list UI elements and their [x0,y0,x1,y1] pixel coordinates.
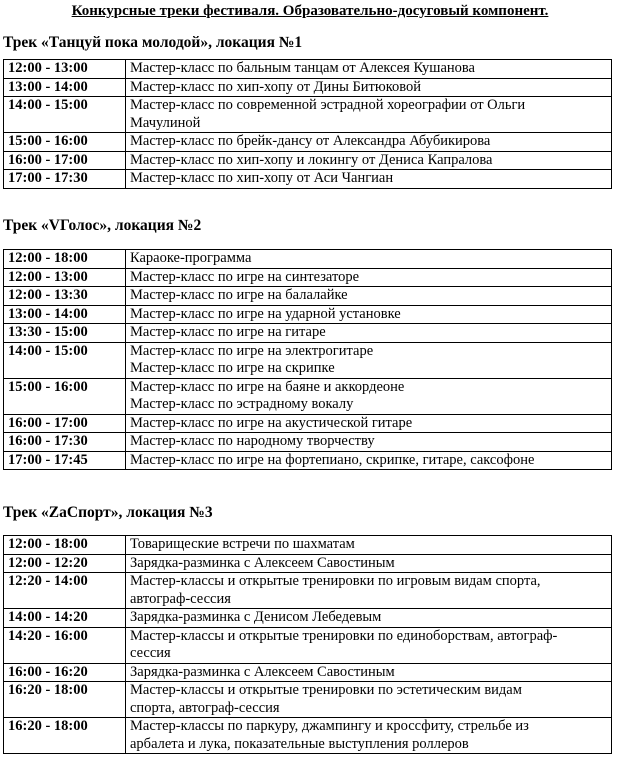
activity-cell: Мастер-класс по народному творчеству [126,433,612,452]
time-cell: 14:00 - 14:20 [4,609,126,628]
time-cell: 16:20 - 18:00 [4,718,126,754]
table-row [4,342,612,378]
activity-cell: Мастер-класс по игре на акустической гитаре [126,414,612,433]
time-cell: 12:00 - 13:30 [4,287,126,306]
activity-cell: Мастер-классы по паркуру, джампингу и кроссфиту, стрельбе из арбалета и лука, показательные выступления роллеров [126,718,612,754]
time-cell: 13:00 - 14:00 [4,78,126,97]
table-row [4,718,612,754]
table-row [4,287,612,306]
table-row [4,609,612,628]
track-heading: Трек «Танцуй пока молодой», локация №1 [3,34,303,51]
table-row [4,324,612,343]
table-row [4,536,612,555]
schedule-table [3,249,612,470]
time-cell: 13:00 - 14:00 [4,305,126,324]
table-row [4,97,612,133]
activity-cell: Товарищеские встречи по шахматам [126,536,612,555]
table-row [4,305,612,324]
time-cell: 14:20 - 16:00 [4,627,126,663]
activity-cell: Мастер-класс по игре на баяне и аккордеоне Мастер-класс по эстрадному вокалу [126,378,612,414]
activity-cell: Зарядка-разминка с Алексеем Савостиным [126,663,612,682]
table-row [4,682,612,718]
activity-cell: Мастер-класс по игре на балалайке [126,287,612,306]
activity-cell: Мастер-класс по игре на гитаре [126,324,612,343]
time-cell: 12:00 - 13:00 [4,268,126,287]
time-cell: 17:00 - 17:30 [4,170,126,189]
table-row [4,60,612,79]
time-cell: 15:00 - 16:00 [4,378,126,414]
time-cell: 12:00 - 13:00 [4,60,126,79]
activity-cell: Мастер-класс по игре на фортепиано, скрипке, гитаре, саксофоне [126,451,612,470]
activity-cell: Мастер-класс по игре на синтезаторе [126,268,612,287]
time-cell: 14:00 - 15:00 [4,97,126,133]
table-row [4,627,612,663]
activity-cell: Мастер-класс по брейк-дансу от Александра Абубикирова [126,133,612,152]
time-cell: 17:00 - 17:45 [4,451,126,470]
time-cell: 12:00 - 18:00 [4,536,126,555]
table-row [4,250,612,269]
table-row [4,78,612,97]
time-cell: 16:00 - 17:30 [4,433,126,452]
activity-cell: Караоке-программа [126,250,612,269]
table-row [4,378,612,414]
table-row [4,170,612,189]
activity-cell: Мастер-классы и открытые тренировки по эстетическим видам спорта, автограф-сессия [126,682,612,718]
time-cell: 12:00 - 12:20 [4,554,126,573]
table-row [4,133,612,152]
time-cell: 12:20 - 14:00 [4,573,126,609]
table-row [4,573,612,609]
track-heading: Трек «VГолос», локация №2 [3,217,202,234]
time-cell: 15:00 - 16:00 [4,133,126,152]
activity-cell: Мастер-классы и открытые тренировки по единоборствам, автограф- сессия [126,627,612,663]
activity-cell: Мастер-класс по хип-хопу и локингу от Дениса Капралова [126,151,612,170]
schedule-table [3,59,612,189]
activity-cell: Зарядка-разминка с Денисом Лебедевым [126,609,612,628]
table-row [4,554,612,573]
track-heading: Трек «ZaСпорт», локация №3 [3,504,213,521]
activity-cell: Мастер-класс по современной эстрадной хореографии от Ольги Мачулиной [126,97,612,133]
document-title: Конкурсные треки фестиваля. Образовательно-досуговый компонент. [71,3,549,19]
time-cell: 12:00 - 18:00 [4,250,126,269]
table-row [4,663,612,682]
time-cell: 16:20 - 18:00 [4,682,126,718]
time-cell: 14:00 - 15:00 [4,342,126,378]
time-cell: 16:00 - 17:00 [4,414,126,433]
activity-cell: Мастер-класс по хип-хопу от Аси Чангиан [126,170,612,189]
activity-cell: Мастер-класс по хип-хопу от Дины Битюковой [126,78,612,97]
activity-cell: Мастер-класс по игре на электрогитаре Мастер-класс по игре на скрипке [126,342,612,378]
activity-cell: Зарядка-разминка с Алексеем Савостиным [126,554,612,573]
activity-cell: Мастер-класс по игре на ударной установке [126,305,612,324]
table-row [4,268,612,287]
table-row [4,414,612,433]
time-cell: 13:30 - 15:00 [4,324,126,343]
schedule-table [3,535,612,754]
time-cell: 16:00 - 16:20 [4,663,126,682]
activity-cell: Мастер-класс по бальным танцам от Алексея Кушанова [126,60,612,79]
table-row [4,433,612,452]
activity-cell: Мастер-классы и открытые тренировки по игровым видам спорта, автограф-сессия [126,573,612,609]
time-cell: 16:00 - 17:00 [4,151,126,170]
table-row [4,151,612,170]
table-row [4,451,612,470]
